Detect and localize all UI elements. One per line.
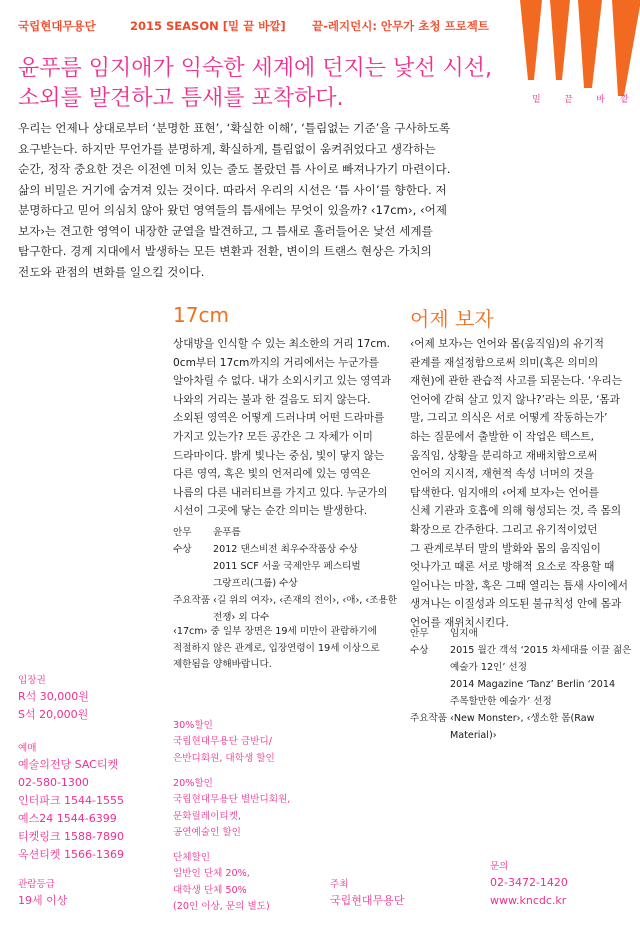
description-line: 다른 영역, 혹은 빛의 언저리에 있는 영역은 [173, 468, 371, 481]
season-logo [520, 0, 640, 110]
booking-line: 02-580-1300 [18, 776, 89, 789]
description-line: 언어의 지시적, 재현적 속성 너머의 것을 [410, 468, 594, 481]
credit-value: ‹New Monster›, ‹생소한 몸(Raw Material)› [450, 713, 595, 741]
credit-row-awards [173, 541, 397, 592]
work-title-yesterday: 어제 보자 [410, 307, 494, 331]
credit-value: 임지애 [450, 628, 478, 639]
credit-row-awards [410, 642, 635, 710]
intro-line: 삶의 비밀은 거기에 숨겨져 있는 것이다. 따라서 우리의 시선은 ‘틈 사이’를 향한다. 저 [18, 182, 447, 197]
admission-label: 입장권 [18, 675, 46, 686]
description-line: 언어를 재위치시킨다. [410, 616, 509, 629]
credit-key: 주요작품 [410, 713, 448, 724]
description-line: 0cm부터 17cm까지의 거리에서는 누군가를 [173, 356, 379, 369]
discount-title: 20%할인 [173, 778, 213, 789]
credit-key: 안무 [410, 628, 429, 639]
contact-label: 문의 [490, 861, 509, 872]
host-value: 국립현대무용단 [330, 894, 405, 907]
admission-price: R석 30,000원 [18, 690, 89, 703]
booking-line: 인터파크 1544-1555 [18, 794, 124, 807]
description-line: 확장으로 간주한다. 그리고 유기적이었던 [410, 523, 598, 536]
admission-price: S석 20,000원 [18, 708, 89, 721]
description-line: 나름의 다른 내러티브를 가지고 있다. 누군가의 [173, 486, 388, 499]
credit-value: ‹길 위의 여자›, ‹존재의 전이›, ‹애›, ‹조용한 [213, 595, 398, 606]
intro-line: 보자›는 견고한 영역이 내장한 균열을 발견하고, 그 틈새로 흘러들어온 낯선 세계를 [18, 223, 433, 238]
description-line: 말, 그리고 의식은 서로 어떻게 작동하는가’ [410, 412, 608, 425]
credits-17cm [173, 524, 403, 626]
booking-line: 예술의전당 SAC티켓 [18, 758, 119, 771]
credits-yesterday [410, 625, 635, 744]
discount-line: 문화릴레이티켓, [173, 810, 241, 822]
discount-line: 공연예술인 할인 [173, 827, 241, 839]
description-line: 드라마이다. 밝게 빛나는 중심, 빛이 닿지 않는 [173, 449, 385, 462]
description-line: 그 관계로부터 말의 발화와 몸의 움직임이 [410, 542, 601, 555]
description-line: ‹어제 보자›는 언어와 몸(움직임)의 유기적 [410, 338, 604, 350]
host-section [330, 876, 404, 910]
intro-line: 요구받는다. 하지만 무언가를 분명하게, 확실하게, 틀림없이 움켜쥐었다고 생각하는 [18, 141, 436, 156]
work-title-17cm: 17cm [173, 303, 229, 327]
credit-value: 2014 Magazine ‘Tanz’ Berlin ‘2014 [450, 679, 616, 690]
discount-line: 일반인 단체 20%, [173, 868, 250, 880]
description-line: 소외된 영역은 어떻게 드러나며 어떤 드라마를 [173, 412, 385, 425]
description-line: 탐색한다. 임지애의 ‹어제 보자›는 언어를 [410, 486, 600, 499]
notice-line: 제한됨을 양해바랍니다. [173, 659, 272, 670]
discount-line: 국립현대무용단 금반디/ [173, 736, 272, 748]
headline [18, 54, 538, 114]
discount-title: 단체할인 [173, 852, 211, 863]
discount-line: 은반디회원, 대학생 할인 [173, 752, 275, 764]
description-line: 시선이 그곳에 닿는 순간 의미는 발생한다. [173, 505, 368, 518]
age-notice [173, 624, 403, 674]
credit-row-works [173, 592, 397, 626]
credit-value: 윤푸름 [213, 527, 241, 538]
rating-label: 관람등급 [18, 879, 56, 890]
intro-line: 순간, 정작 중요한 것은 이전엔 미처 있는 줄도 몰랐던 틈 사이로 빠져나가기 마련이다. [18, 162, 451, 176]
work-description-17cm [173, 335, 403, 521]
logo-label-4: 깥 [620, 95, 629, 105]
logo-label-3: 바 [596, 95, 605, 105]
booking-line: 예스24 1544-6399 [18, 812, 117, 825]
description-line: 하는 질문에서 출발한 이 작업은 텍스트, [410, 430, 594, 443]
discount-line: 대학생 단체 50% [173, 884, 247, 896]
discount-line: 국립현대무용단 별반디회원, [173, 794, 291, 806]
booking-label: 예매 [18, 743, 37, 754]
headline-line-2: 소외를 발견하고 틈새를 포착하다. [18, 86, 344, 111]
description-line: 엇나가고 때론 서로 방해적 요소로 작용할 때 [410, 561, 615, 574]
credit-row-choreographer [410, 625, 635, 642]
description-line: 알아차릴 수 없다. 내가 소외시키고 있는 영역과 [173, 375, 392, 388]
program-title: 끝-레지던시: 안무가 초청 프로젝트 [312, 19, 489, 33]
description-line: 신체 기관과 호흡에 의해 형성되는 것, 즉 몸의 [410, 505, 622, 518]
intro-line: 전도와 관점의 변화를 일으킬 것이다. [18, 264, 205, 279]
discount-line: (20인 이상, 문의 별도) [173, 901, 270, 913]
headline-line-1: 윤푸름 임지애가 익숙한 세계에 던지는 낯선 시선, [18, 56, 492, 81]
credit-value: 2015 월간 객석 ‘2015 차세대를 이끌 젊은 [450, 645, 632, 656]
company-name: 국립현대무용단 [18, 19, 96, 33]
credit-row-works [410, 710, 635, 744]
booking-line: 티켓링크 1588-7890 [18, 830, 124, 843]
intro-line: 탐구한다. 경계 지대에서 발생하는 모든 변환과 전환, 변이의 트랜스 현상은 가치의 [18, 244, 432, 258]
credit-key: 안무 [173, 527, 192, 538]
description-line: 가지고 있는가? 모든 공간은 그 자체가 이미 [173, 430, 373, 443]
admission-section [18, 672, 89, 724]
credit-key: 수상 [173, 544, 192, 555]
description-line: 나와의 거리는 불과 한 걸음도 되지 않는다. [173, 393, 371, 406]
intro-paragraph [18, 118, 626, 282]
logo-label-1: 밑 [532, 95, 541, 105]
credit-value: 2011 SCF 서울 국제안무 페스티벌 [213, 561, 361, 572]
booking-section [18, 740, 124, 864]
rating-section [18, 876, 67, 910]
credit-value: 2012 댄스비전 최우수작품상 수상 [213, 544, 358, 555]
credit-value: 그랑프리(그룹) 수상 [213, 578, 298, 589]
discount-30 [173, 718, 373, 767]
credit-key: 주요작품 [173, 595, 211, 606]
credit-value: 주목할만한 예술가’ 선정 [450, 696, 552, 707]
credit-value: 전쟁› 외 다수 [213, 612, 270, 623]
description-line: 관계를 재설정함으로써 의미(혹은 의미의 [410, 356, 599, 369]
logo-label-2: 끝 [564, 95, 573, 105]
season-title: 2015 SEASON [밑 끝 바깥] [130, 19, 286, 33]
description-line: 생겨나는 이질성과 의도된 불규칙성 안에 몸과 [410, 598, 622, 611]
contact-phone: 02-3472-1420 [490, 876, 568, 889]
credit-row-choreographer [173, 524, 397, 541]
notice-line: ‹17cm› 중 일부 장면은 19세 미만이 관람하기에 [173, 626, 378, 637]
booking-line: 옥션티켓 1566-1369 [18, 848, 124, 861]
intro-line: 분명하다고 믿어 의심치 않아 왔던 영역들의 틈새에는 무엇이 있을까? ‹17cm›, ‹어제 [18, 203, 448, 217]
credit-value: 예술가 12인’ 선정 [450, 662, 527, 673]
host-label: 주최 [330, 879, 349, 890]
discount-title: 30%할인 [173, 720, 213, 731]
description-line: 상대방을 인식할 수 있는 최소한의 거리 17cm. [173, 338, 390, 350]
contact-website[interactable]: www.kncdc.kr [490, 894, 567, 907]
discount-20 [173, 776, 373, 842]
intro-line: 우리는 언제나 상대로부터 ‘분명한 표현’, ‘확실한 이해’, ‘틀림없는 기준’을 구사하도록 [18, 121, 451, 135]
notice-line: 적절하지 않은 관계로, 입장연령이 19세 이상으로 [173, 642, 380, 654]
description-line: 언어에 갇혀 살고 있지 않나?’라는 의문, ‘몸과 [410, 393, 620, 406]
work-description-yesterday [410, 335, 635, 633]
description-line: 일어나는 마찰, 혹은 그때 열리는 틈새 사이에서 [410, 579, 629, 592]
description-line: 재현)에 관한 관습적 사고를 되묻는다. ‘우리는 [410, 375, 622, 388]
contact-section [490, 858, 568, 910]
credit-key: 수상 [410, 645, 429, 656]
description-line: 움직임, 상황을 분리하고 재배치함으로써 [410, 449, 598, 462]
rating-value: 19세 이상 [18, 894, 68, 907]
